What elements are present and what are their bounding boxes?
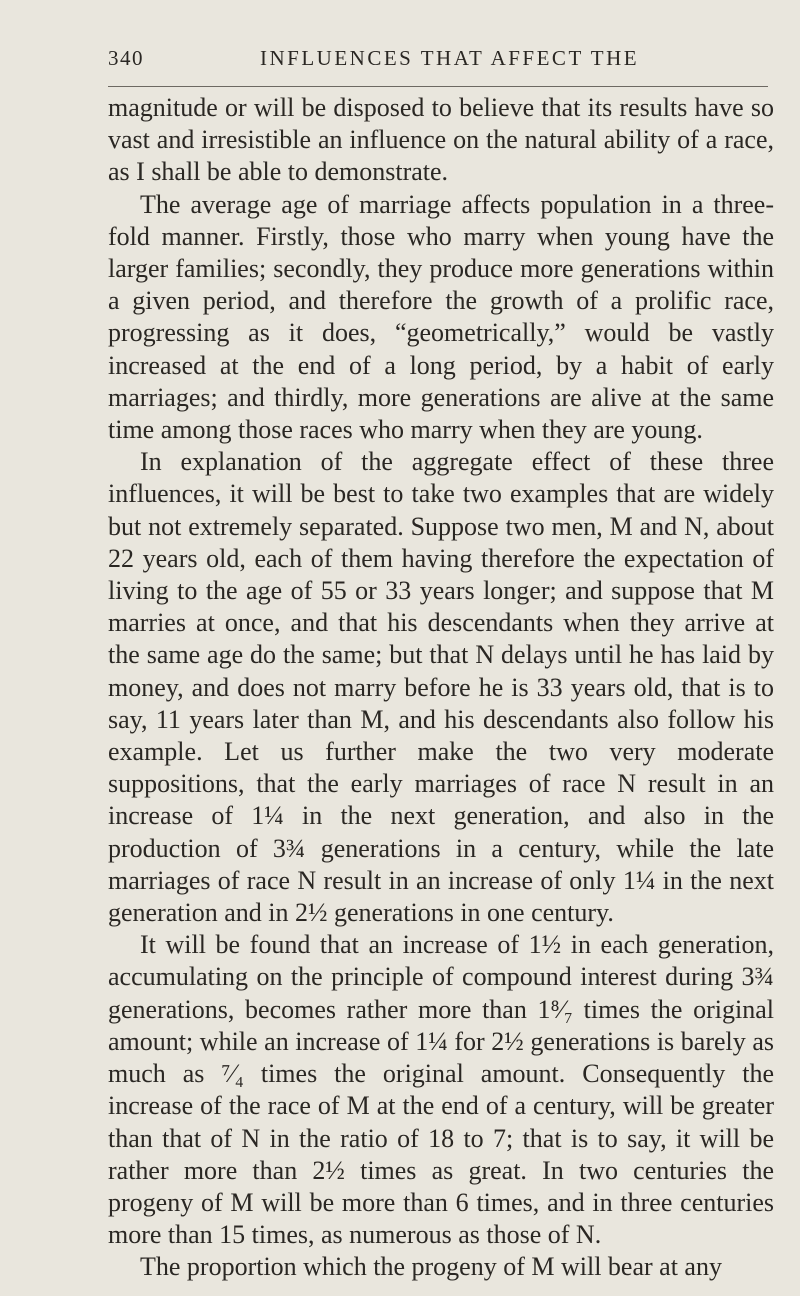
running-head	[108, 46, 760, 76]
running-title: INFLUENCES THAT AFFECT THE	[260, 46, 640, 70]
paragraph-compound-interest: It will be found that an increase of 1½ in each generation, accumulating on the principle of compound interest during 3¾ generations, becomes rather more than 1⁸⁄₇ times the original amount; while an increase of 1¼ for 2½ generations is barely as much as ⁷⁄₄ times the original amount. Consequently the increase of the race of M at the end of a century, will be greater than that of N in the ratio of 18 to 7; that is to say, it will be rather more than 2½ times as great. In two centuries the progeny of M will be more than 6 times, and in three centuries more than 15 times, as numerous as those of N.	[108, 930, 774, 1250]
page-number: 340	[108, 46, 144, 70]
paragraph-example: In explanation of the aggregate effect of these three influences, it will be best to take two examples that are widely but not extremely separated. Suppose two men, M and N, about 22 years old, each of them having therefore the expectation of living to the age of 55 or 33 years longer; and suppose that M marries at once, and that his descendants when they arrive at the same age do the same; but that N delays until he has laid by money, and does not marry before he is 33 years old, that is to say, 11 years later than M, and his descendants also follow his example. Let us further make the two very moderate suppositions, that the early marriages of race N result in an increase of 1¼ in the next generation, and also in the production of 3¾ generations in a century, while the late marriages of race N result in an increase of only 1¼ in the next generation and in 2½ generations in one century.	[108, 447, 774, 928]
paragraph-proportion: The proportion which the progeny of M will bear at any	[140, 1252, 722, 1282]
paragraph-marriage-age: The average age of marriage affects population in a three-fold manner. Firstly, those who marry when young have the larger families; secondly, they produce more generations within a given period, and therefore the growth of a prolific race, progressing as it does, “geometrically,” would be vastly increased at the end of a long period, by a habit of early marriages; and thirdly, more generations are alive at the same time among those races who marry when they are young.	[108, 189, 774, 445]
header-rule	[108, 86, 768, 87]
body-text	[108, 92, 774, 1284]
paragraph-continued: magnitude or will be disposed to believe that its results have so vast and irresistible an influence on the natural ability of a race, as I shall be able to demonstrate.	[108, 93, 774, 187]
